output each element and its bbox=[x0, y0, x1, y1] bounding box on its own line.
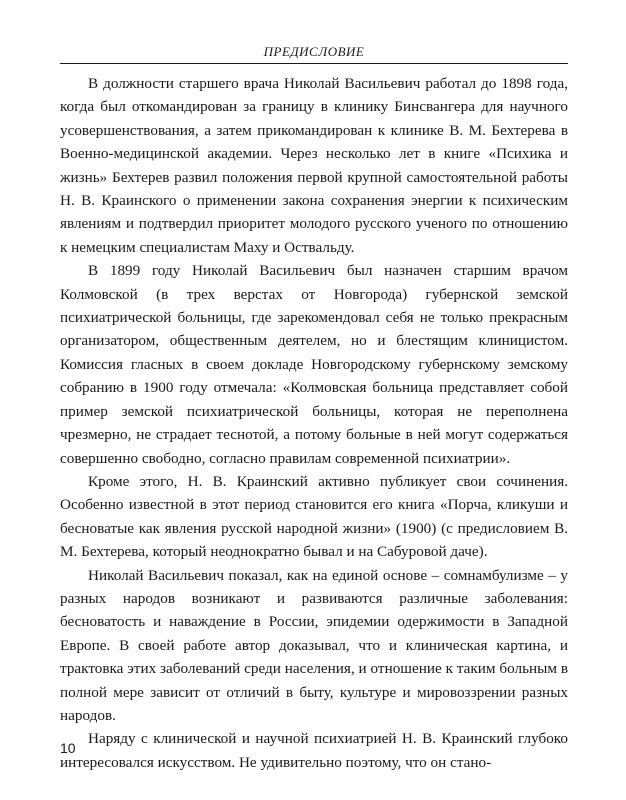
paragraph: Наряду с клинической и научной психиатрией Н. В. Краинский глубоко интересовался искусством. Не удивительно поэтому, что он стано- bbox=[60, 730, 568, 771]
paragraph: В должности старшего врача Николай Васильевич работал до 1898 года, когда был откомандирован за границу в клинику Бинсвангера для научного усовершенствования, а затем прикомандирован к клинике В. М. Бехтерева в Военно-медицинской академии. Через несколько лет в книге «Психика и жизнь» Бехтерев развил положения первой крупной самостоятельной работы Н. В. Краинского о применении закона сохранения энергии к психическим явлениям и подтвердил приоритет молодого русского ученого по отношению к немецким специалистам Маху и Оствальду. bbox=[60, 75, 568, 256]
header-rule bbox=[60, 63, 568, 64]
running-title: ПРЕДИСЛОВИЕ bbox=[263, 44, 365, 59]
body-text bbox=[60, 72, 568, 774]
paragraph: В 1899 году Николай Васильевич был назначен старшим врачом Колмовской (в трех верстах от Новгорода) губернской земской психиатрической больницы, где зарекомендовал себя не только прекрасным организатором, общественным деятелем, но и блестящим клиницистом. Комиссия гласных в своем докладе Новгородскому губернскому земскому собранию в 1900 году отмечала: «Колмовская больница представляет собой пример земской психиатрической больницы, которая не переполнена чрезмерно, не страдает теснотой, а потому больные в ней могут содержаться совершенно свободно, согласно правилам современной психиатрии». bbox=[60, 262, 568, 467]
paragraph: Николай Васильевич показал, как на единой основе – сомнамбулизме – у разных народов возникают и развиваются различные заболевания: бесноватость и наваждение в России, эпидемии одержимости в Западной Европе. В своей работе автор доказывал, что и клиническая картина, и трактовка этих заболеваний среди населения, и отношение к таким больным в полной мере зависит от отличий в быту, культуре и мировоззрении разных народов. bbox=[60, 566, 568, 724]
paragraph: Кроме этого, Н. В. Краинский активно публикует свои сочинения. Особенно известной в этот период становится его книга «Порча, кликуши и бесноватые как явления русской народной жизни» (1900) (с предисловием В. М. Бехтерева, который неоднократно бывал и на Сабуровой даче). bbox=[60, 472, 568, 561]
page-number: 10 bbox=[60, 740, 76, 756]
